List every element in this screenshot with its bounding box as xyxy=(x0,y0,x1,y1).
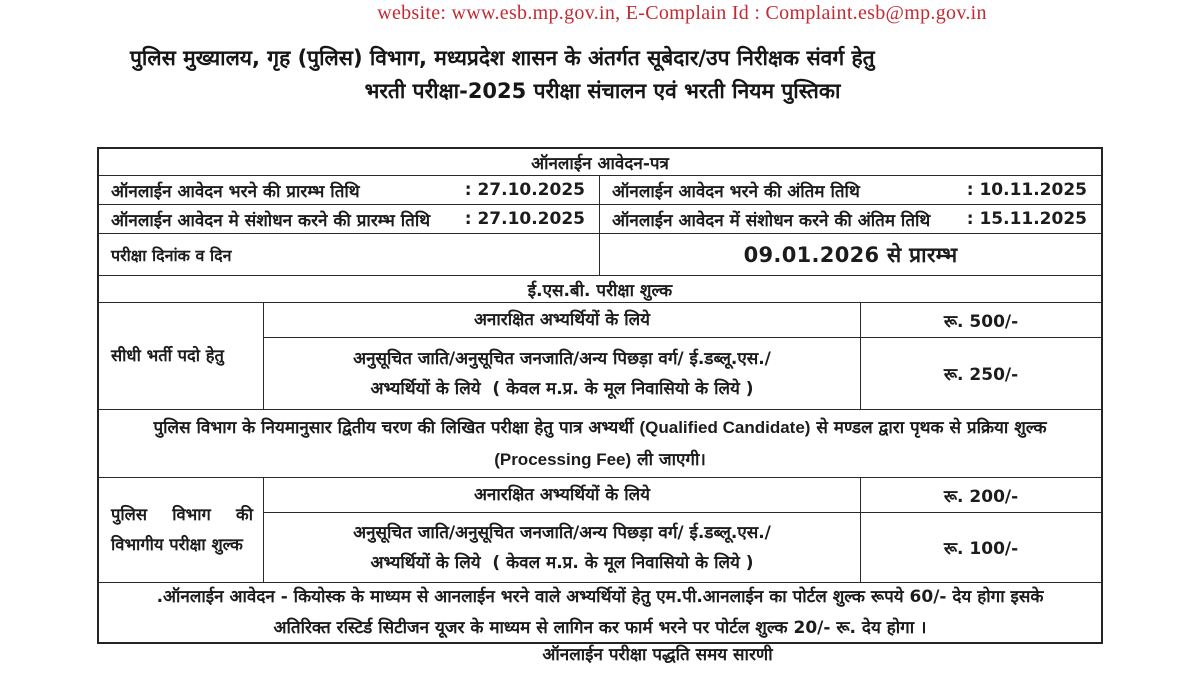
row-exam-date xyxy=(99,233,1101,275)
fee-amount-200: रू. 200/- xyxy=(860,478,1101,512)
correction-start-label: ऑनलाईन आवेदन मे संशोधन करने की प्रारम्भ तिथि xyxy=(111,210,431,231)
note-qualified-candidate xyxy=(99,409,1101,477)
fee-label-reserved xyxy=(264,338,860,409)
start-date-label: ऑनलाईन आवेदन भरने की प्रारम्भ तिथि xyxy=(111,181,360,202)
fee-amount-250: रू. 250/- xyxy=(860,338,1101,409)
fee-block-departmental xyxy=(99,477,1101,582)
fee-label-unreserved-dept-text: अनारक्षित अभ्यर्थियों के लिये xyxy=(473,485,651,505)
fee-label-reserved-line2: अभ्यर्थियों के लिये ( केवल म.प्र. के मूल निवासियो के लिये ) xyxy=(370,378,754,399)
note-qualified-line1 xyxy=(153,412,1046,444)
section-header-esb-fee xyxy=(99,275,1101,302)
document-title-line2: भरती परीक्षा-2025 परीक्षा संचालन एवं भरती नियम पुस्तिका xyxy=(364,79,841,103)
fee-label-unreserved-text: अनारक्षित अभ्यर्थियों के लिये xyxy=(473,310,651,330)
correction-end-label: ऑनलाईन आवेदन में संशोधन करने की अंतिम तिथि xyxy=(612,210,931,231)
note-qualified-line1-pre: पुलिस विभाग के नियमानुसार द्वितीय चरण की लिखित परीक्षा हेतु पात्र अभ्यर्थी xyxy=(153,417,640,438)
row-correction-dates xyxy=(99,204,1101,233)
fee-row-unreserved-200 xyxy=(264,478,1101,512)
row-application-dates xyxy=(99,175,1101,204)
section-header-online-application xyxy=(99,149,1101,175)
document-title xyxy=(130,42,1075,108)
section-header-online-application-text: ऑनलाईन आवेदन-पत्र xyxy=(531,153,669,174)
note-qualified-line2-post: ली जाएगी। xyxy=(631,449,706,470)
cell-correction-end xyxy=(599,205,1101,233)
note-qualified-line2-bold: (Processing Fee) xyxy=(494,449,632,469)
fee-label-unreserved xyxy=(264,303,860,337)
note-portal-fee xyxy=(99,582,1101,642)
correction-end-value: : 15.11.2025 xyxy=(966,209,1087,229)
fee-category-direct-recruitment: सीधी भर्ती पदो हेतु xyxy=(111,346,224,365)
fee-label-unreserved-dept xyxy=(264,478,860,512)
correction-start-value: : 27.10.2025 xyxy=(464,209,585,229)
fee-block-direct-recruitment xyxy=(99,302,1101,409)
cell-exam-date-value xyxy=(599,234,1101,275)
cell-correction-start xyxy=(99,205,599,233)
section-header-esb-fee-text: ई.एस.बी. परीक्षा शुल्क xyxy=(527,280,673,301)
note-qualified-line1-bold: (Qualified Candidate) xyxy=(639,417,811,437)
fee-row-reserved-250 xyxy=(264,337,1101,409)
cell-end-date xyxy=(599,176,1101,204)
note-portal-line1: .ऑनलाईन आवेदन - कियोस्क के माध्यम से आनलाईन भरने वाले अभ्यर्थियों हेतु एम.पी.आनलाईन का पोर्टल शुल्क रूपये 60/- देय होगा इसके xyxy=(156,586,1044,607)
website-contact-line: website: www.esb.mp.gov.in, E-Complain Id : Complaint.esb@mp.gov.in xyxy=(377,2,987,24)
recruitment-info-table xyxy=(97,147,1103,644)
fee-rows-direct-recruitment xyxy=(263,303,1101,409)
fee-label-reserved-dept-line2: अभ्यर्थियों के लिये ( केवल म.प्र. के मूल निवासियो के लिये ) xyxy=(370,552,754,573)
start-date-value: : 27.10.2025 xyxy=(464,180,585,200)
cell-start-date xyxy=(99,176,599,204)
fee-label-reserved-dept-line1: अनुसूचित जाति/अनुसूचित जनजाति/अन्य पिछड़ा वर्ग/ ई.डब्लू.एस./ xyxy=(353,522,771,543)
cell-exam-date-label xyxy=(99,234,599,275)
document-title-line1: पुलिस मुख्यालय, गृह (पुलिस) विभाग, मध्यप्रदेश शासन के अंतर्गत सूबेदार/उप निरीक्षक संवर्ग हेतु xyxy=(130,46,875,70)
fee-rows-departmental xyxy=(263,478,1101,582)
fee-amount-100: रू. 100/- xyxy=(860,513,1101,582)
note-qualified-line1-post: से मण्डल द्वारा पृथक से प्रक्रिया शुल्क xyxy=(810,417,1047,438)
fee-amount-500: रू. 500/- xyxy=(860,303,1101,337)
exam-date-label: परीक्षा दिनांक व दिन xyxy=(111,245,232,265)
footer-caption: ऑनलाईन परीक्षा पद्धति समय सारणी xyxy=(542,645,773,665)
end-date-label: ऑनलाईन आवेदन भरने की अंतिम तिथि xyxy=(612,181,860,202)
exam-date-value: 09.01.2026 से प्रारम्भ xyxy=(743,242,958,267)
end-date-value: : 10.11.2025 xyxy=(966,180,1087,200)
fee-row-unreserved-500 xyxy=(264,303,1101,337)
fee-row-reserved-100 xyxy=(264,512,1101,582)
fee-category-departmental: पुलिस विभाग की विभागीय परीक्षा शुल्क xyxy=(111,505,253,554)
fee-label-reserved-dept xyxy=(264,513,860,582)
note-portal-line2: अतिरिक्त रस्टिर्ड सिटीजन यूजर के माध्यम से लागिन कर फार्म भरने पर पोर्टल शुल्क 20/- रू. देय होगा । xyxy=(273,617,927,638)
fee-label-reserved-line1: अनुसूचित जाति/अनुसूचित जनजाति/अन्य पिछड़ा वर्ग/ ई.डब्लू.एस./ xyxy=(353,348,771,369)
note-qualified-line2 xyxy=(494,444,706,476)
